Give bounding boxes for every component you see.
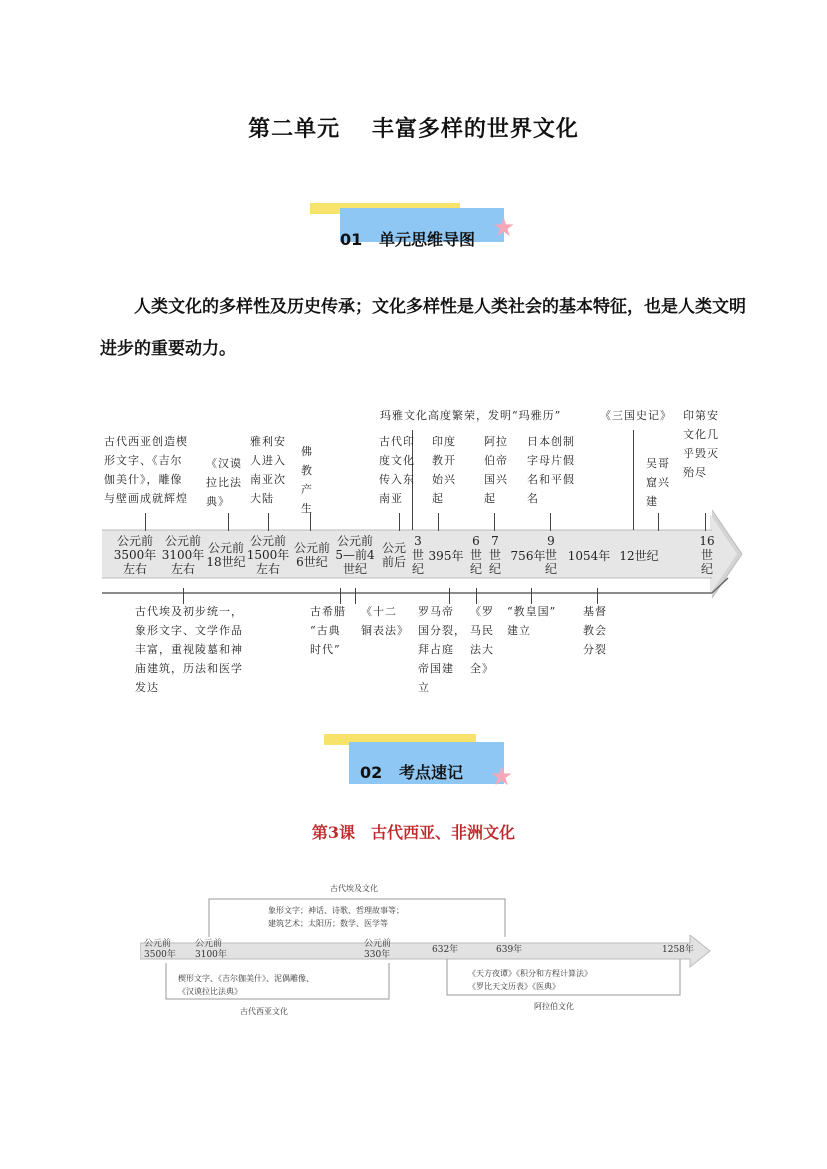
timeline2-point: 639年 (496, 945, 523, 955)
event-above: 印度 教开 始兴 起 (432, 435, 456, 505)
west-asia-label: 古代西亚文化 (240, 1007, 288, 1016)
west-asia-item: 《汉谟拉比法典》 (178, 987, 242, 996)
egypt-label: 古代埃及文化 (330, 884, 378, 893)
arab-item: 《天方夜谭》《积分和方程计算法》 (468, 969, 592, 978)
timeline-label: 9 世 纪 (544, 534, 557, 576)
timeline-1 (0, 400, 827, 710)
intro-paragraph: 人类文化的多样性及历史传承；文化多样性是人类社会的基本特征，也是人类文明进步的重要动力。 (100, 297, 746, 359)
arab-label: 阿拉伯文化 (534, 1002, 574, 1011)
timeline2-point: 1258年 (662, 945, 694, 955)
section-title: 考点速记 (398, 763, 463, 782)
west-asia-item: 楔形文字、《吉尔伽美什》、泥偶雕像、 (178, 974, 314, 983)
event-above: 《汉谟 拉比法 典》 (206, 457, 242, 508)
timeline-label: 公元前 3100年 左右 (161, 534, 205, 576)
timeline-label: 6 世 纪 (469, 534, 482, 576)
lesson-title: 第3课 古代西亚、非洲文化 (311, 823, 516, 842)
event-below: “教皇国” 建立 (507, 605, 557, 637)
egypt-item: 象形文字；神话、诗歌、哲理故事等； (268, 906, 404, 915)
event-below: 古代埃及初步统一， 象形文字、文学作品 丰富，重视陵墓和神 庙建筑，历法和医学 发达 (135, 605, 243, 694)
section-number: 02 (360, 763, 383, 782)
timeline-label: 1054年 (567, 549, 611, 563)
timeline-label: 7 世 纪 (488, 534, 501, 576)
event-above: 古代印 度文化 传入东 南亚 (379, 435, 415, 505)
timeline-label: 12世纪 (619, 549, 659, 563)
star-icon: ★ (492, 213, 516, 243)
timeline-2 (0, 875, 827, 1025)
star-icon: ★ (490, 762, 514, 792)
event-above: 玛雅文化高度繁荣，发明“玛雅历” (380, 409, 562, 422)
event-below: 罗马帝 国分裂， 拜占庭 帝国建 立 (418, 605, 466, 694)
event-above: 印第安 文化几 乎毁灭 殆尽 (683, 409, 719, 479)
arab-item: 《罗比天文历表》《医典》 (468, 982, 560, 991)
timeline2-point: 公元前 3100年 (195, 939, 227, 960)
timeline-label: 公元 前后 (381, 541, 406, 569)
timeline2-point: 632年 (432, 945, 459, 955)
egypt-item: 建筑艺术；太阳历；数学、医学等 (268, 919, 388, 928)
event-below: 《罗 马民 法大 全》 (470, 605, 494, 675)
event-above: 古代西亚创造楔 形文字、《吉尔 伽美什》，雕像 与壁画成就辉煌 (104, 435, 188, 505)
timeline-label: 公元前 5—前4 世纪 (335, 534, 375, 576)
event-above: 《三国史记》 (600, 409, 672, 422)
section-badge-02 (322, 734, 522, 790)
timeline-label: 395年 (428, 549, 464, 563)
event-above: 阿拉 伯帝 国兴 起 (484, 435, 508, 505)
timeline-label: 16 世 纪 (699, 534, 715, 576)
event-above: 吴哥 窟兴 建 (646, 457, 670, 508)
event-below: 古希腊 “古典 时代” (310, 605, 346, 656)
event-above: 佛 教 产 生 (301, 445, 313, 515)
timeline2-point: 公元前 3500年 (144, 939, 176, 960)
event-below: 基督 教会 分裂 (583, 605, 607, 656)
timeline-label: 3 世 纪 (411, 534, 424, 576)
timeline-label: 公元前 1500年 左右 (246, 534, 290, 576)
timeline-label: 756年 (510, 549, 546, 563)
unit-title: 第二单元 丰富多样的世界文化 (248, 116, 579, 142)
section-number: 01 (340, 230, 363, 249)
section-title: 单元思维导图 (378, 230, 475, 249)
event-above: 日本创制 字母片假 名和平假 名 (527, 435, 575, 505)
section-badge-01 (308, 203, 516, 253)
timeline2-point: 公元前 330年 (364, 939, 392, 960)
timeline-label: 公元前 3500年 左右 (113, 534, 157, 576)
timeline-label: 公元前 6世纪 (293, 541, 330, 569)
event-below: 《十二 铜表法》 (361, 605, 409, 637)
event-above: 雅利安 人进入 南亚次 大陆 (250, 435, 286, 505)
timeline-label: 公元前 18世纪 (206, 541, 246, 569)
